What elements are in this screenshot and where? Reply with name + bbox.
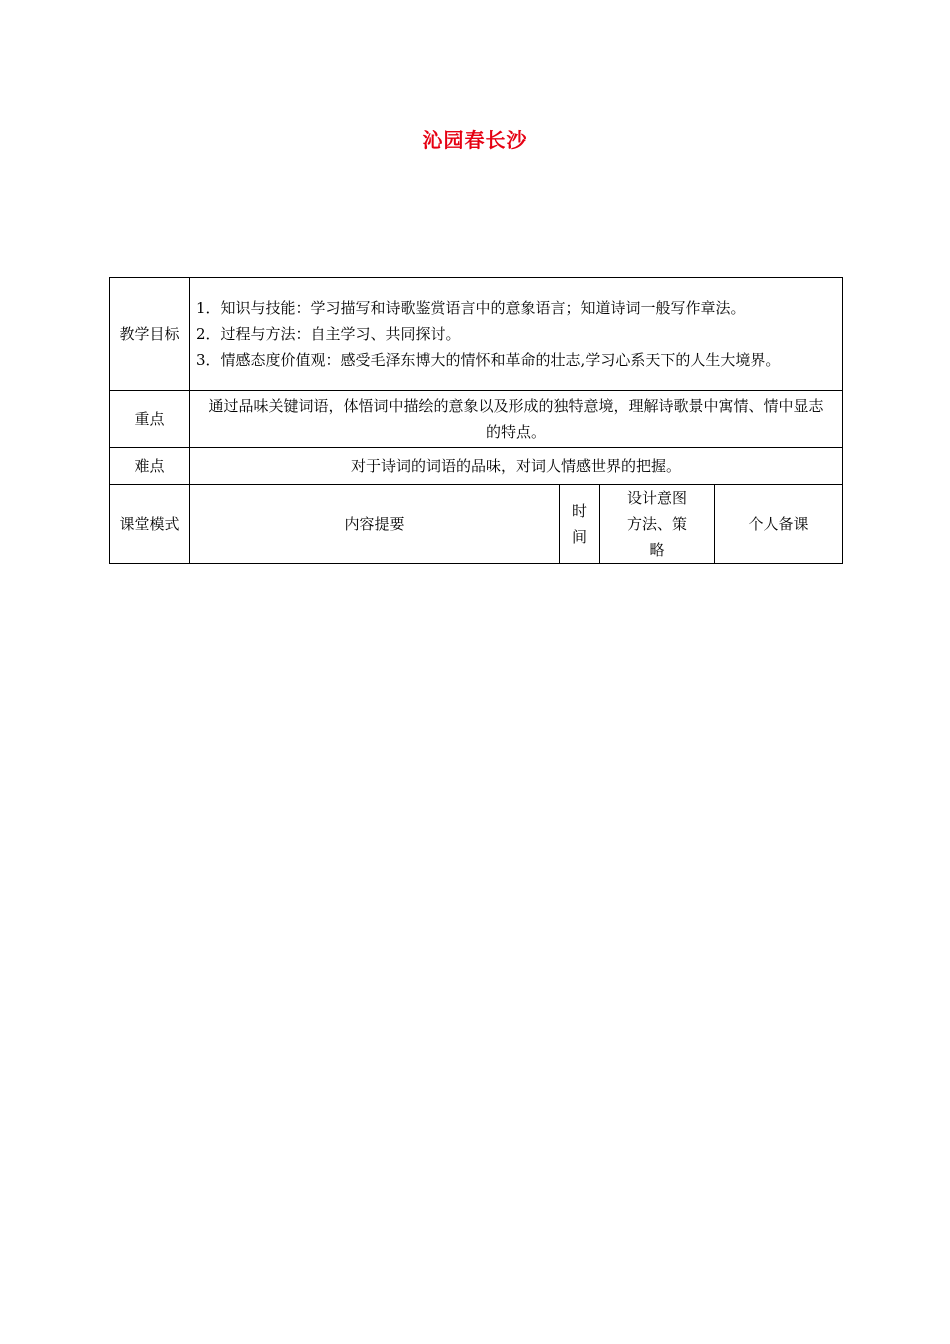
goals-content: [190, 278, 843, 391]
header-mode: 课堂模式: [110, 485, 190, 564]
difficulty-row: [110, 448, 843, 485]
goals-row: [110, 278, 843, 391]
table-header-row: [110, 485, 843, 564]
goal-item-process: 2．过程与方法：自主学习、共同探讨。: [196, 325, 461, 343]
key-point-row: [110, 391, 843, 448]
header-content: 内容提要: [190, 485, 560, 564]
difficulty-content: 对于诗词的词语的品味，对词人情感世界的把握。: [190, 448, 843, 485]
goal-item-values: 3．情感态度价值观：感受毛泽东博大的情怀和革命的壮志,学习心系天下的人生大境界。: [196, 351, 781, 369]
difficulty-label: 难点: [110, 448, 190, 485]
goal-item-knowledge: 1．知识与技能：学习描写和诗歌鉴赏语言中的意象语言；知道诗词一般写作章法。: [196, 299, 746, 317]
key-point-content: 通过品味关键词语，体悟词中描绘的意象以及形成的独特意境，理解诗歌景中寓情、情中显志的特点。: [190, 391, 843, 448]
header-time: 时间: [560, 485, 600, 564]
goals-label: 教学目标: [110, 278, 190, 391]
header-design: 设计意图方法、策略: [600, 485, 715, 564]
lesson-plan-table: [109, 277, 843, 564]
key-point-label: 重点: [110, 391, 190, 448]
header-personal: 个人备课: [715, 485, 843, 564]
document-title: 沁园春长沙: [422, 128, 528, 152]
